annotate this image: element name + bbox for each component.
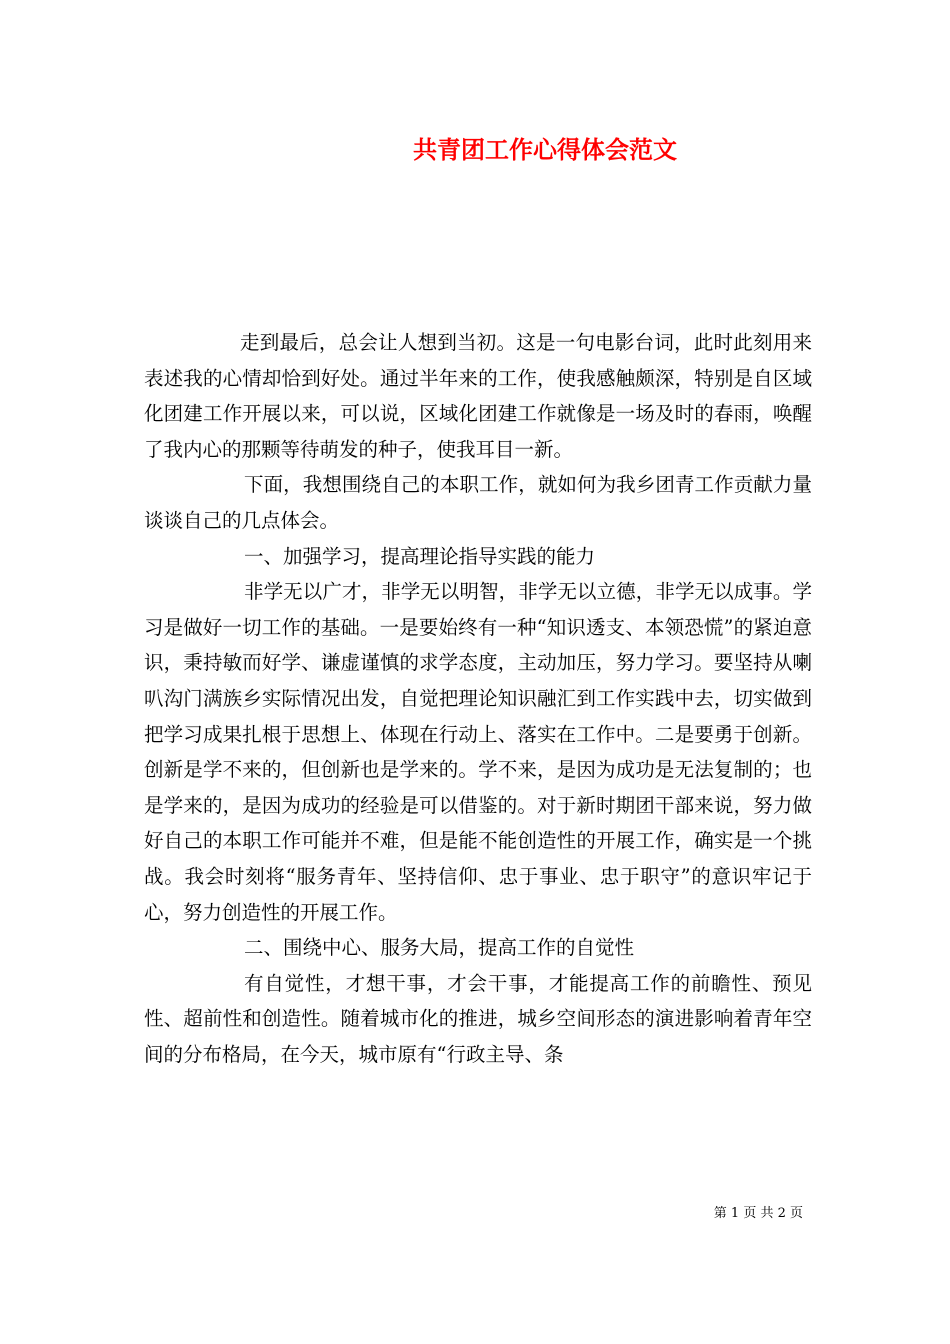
paragraph-lead: 下面，我想围绕自己的本职工作，就如何为我乡团青工作贡献力量谈谈自己的几点体会。 [144,473,812,532]
paragraph-section-1: 非学无以广才，非学无以明智，非学无以立德，非学无以成事。学习是做好一切工作的基础。一是要始终有一种“知识透支、本领恐慌”的紧迫意识，秉持敏而好学、谦虚谨慎的求学态度，主动加压，努力学习。要坚持从喇叭沟门满族乡实际情况出发，自觉把理论知识融汇到工作实践中去，切实做到把学习成果扎根于思想上、体现在行动上、落实在工作中。二是要勇于创新。创新是学不来的，但创新也是学来的。学不来，是因为成功是无法复制的；也是学来的，是因为成功的经验是可以借鉴的。对于新时期团干部来说，努力做好自己的本职工作可能并不难，但是能不能创造性的开展工作，确实是一个挑战。我会时刻将“服务青年、坚持信仰、忠于事业、忠于职守”的意识牢记于心，努力创造性的开展工作。 [144,580,812,924]
paragraph-intro: 走到最后，总会让人想到当初。这是一句电影台词，此时此刻用来表述我的心情却恰到好处。通过半年来的工作，使我感触颇深，特别是自区域化团建工作开展以来，可以说，区域化团建工作就像是一场及时的春雨，唤醒了我内心的那颗等待萌发的种子，使我耳目一新。 [144,331,812,461]
document-title: 共青团工作心得体会范文 [413,135,677,164]
section-heading-2: 二、围绕中心、服务大局，提高工作的自觉性 [244,936,635,960]
section-heading-1: 一、加强学习，提高理论指导实践的能力 [244,544,596,568]
document-body [144,325,812,1072]
paragraph-section-2: 有自觉性，才想干事，才会干事，才能提高工作的前瞻性、预见性、超前性和创造性。随着城市化的推进，城乡空间形态的演进影响着青年空间的分布格局，在今天，城市原有“行政主导、条 [144,971,812,1066]
page-number: 第 1 页 共 2 页 [713,1206,803,1221]
